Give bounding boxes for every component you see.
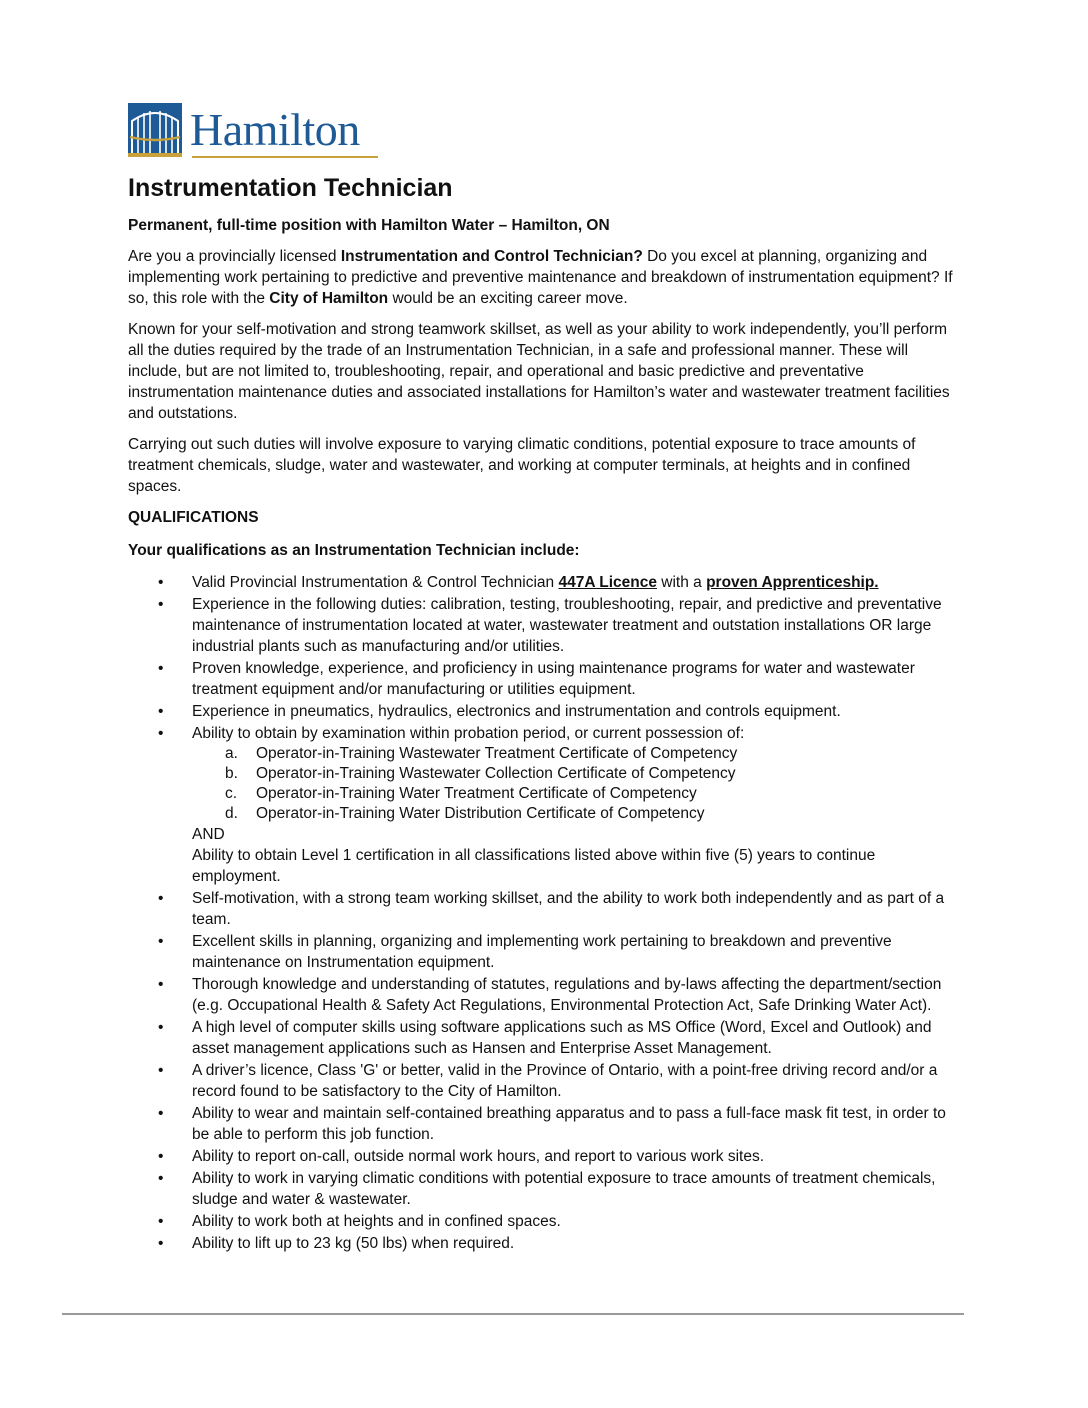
bridge-logo-icon (128, 103, 182, 157)
logo-underline (192, 156, 378, 158)
list-item (128, 572, 964, 593)
item-text: Ability to obtain by examination within probation period, or current possession of: (192, 725, 745, 742)
qualifications-subheading: Your qualifications as an Instrumentation Technician include: (128, 542, 580, 559)
item-text: Ability to report on-call, outside normal work hours, and report to various work sites. (192, 1148, 765, 1165)
logo-wordmark: Hamilton (190, 104, 360, 155)
qualifications-heading: QUALIFICATIONS (128, 509, 259, 526)
item-text: Experience in the following duties: calibration, testing, troubleshooting, repair, and predictive and preventative maintenance of instrumentation located at water, wastewater treatment and outstation installations OR large industrial plants such as manufacturing and/or utilities. (192, 596, 942, 655)
bullet-icon: • (158, 660, 164, 677)
bullet-icon: • (158, 703, 164, 720)
bullet-icon: • (158, 1170, 164, 1187)
list-item (128, 1168, 964, 1210)
item-text: A driver’s licence, Class 'G' or better, valid in the Province of Ontario, with a point-free driving record and/or a record found to be satisfactory to the City of Hamilton. (192, 1062, 938, 1100)
list-item (128, 974, 964, 1016)
footer-divider (62, 1313, 964, 1315)
list-item (128, 1060, 964, 1102)
list-item (128, 1017, 964, 1059)
intro-paragraph-3: Carrying out such duties will involve exposure to varying climatic conditions, potential exposure to trace amounts of treatment chemicals, sludge, water and wastewater, and working at computer terminals, at heights and in confined spaces. (128, 436, 916, 495)
sublist-text: Operator-in-Training Water Treatment Certificate of Competency (256, 785, 697, 802)
bullet-icon: • (158, 976, 164, 993)
bullet-icon: • (158, 1148, 164, 1165)
intro-paragraph-2: Known for your self-motivation and strong teamwork skillset, as well as your ability to work independently, you’ll perform all the duties required by the trade of an Instrumentation Technician, in a safe and professional manner. These will include, but are not limited to, troubleshooting, repair, and operational and basic predictive and preventative instrumentation maintenance duties and associated installations for Hamilton’s water and wastewater treatment facilities and outstations. (128, 321, 950, 422)
and-connector: AND (192, 826, 225, 843)
sublist-text: Operator-in-Training Wastewater Treatment Certificate of Competency (256, 745, 738, 762)
position-subtitle: Permanent, full-time position with Hamilton Water – Hamilton, ON (128, 217, 610, 234)
page-title: Instrumentation Technician (128, 174, 453, 202)
sublist-letter: c. (225, 785, 238, 802)
sublist-letter: a. (225, 745, 238, 762)
sublist-letter: b. (225, 765, 238, 782)
bullet-icon: • (158, 1062, 164, 1079)
item-text: Ability to lift up to 23 kg (50 lbs) when required. (192, 1235, 515, 1252)
sublist-item (192, 784, 964, 804)
sublist-item (192, 764, 964, 784)
sublist-item (192, 744, 964, 764)
item-text: Self-motivation, with a strong team working skillset, and the ability to work both independently and as part of a team. (192, 890, 945, 928)
intro-p1-bold-b: City of Hamilton (269, 290, 389, 307)
item-text: Proven knowledge, experience, and proficiency in using maintenance programs for water and wastewater treatment equipment and/or manufacturing or utilities equipment. (192, 660, 915, 698)
sublist-letter: d. (225, 805, 238, 822)
intro-p1-text-a: Are you a provincially licensed (128, 248, 341, 265)
list-item (128, 1103, 964, 1145)
item-text: Valid Provincial Instrumentation & Control Technician (192, 574, 559, 591)
list-item (128, 1211, 964, 1232)
list-item (128, 888, 964, 930)
licence-link[interactable]: 447A Licence (558, 574, 657, 591)
list-item (128, 594, 964, 657)
sublist-text: Operator-in-Training Wastewater Collection Certificate of Competency (256, 765, 736, 782)
list-item (128, 658, 964, 700)
bullet-icon: • (158, 596, 164, 613)
list-item (128, 723, 964, 887)
bullet-icon: • (158, 725, 164, 742)
list-item (128, 1233, 964, 1254)
certificate-sublist (192, 744, 964, 824)
intro-paragraph-1 (128, 246, 964, 309)
bullet-icon: • (158, 1213, 164, 1230)
bullet-icon: • (158, 1019, 164, 1036)
item-text: Ability to obtain Level 1 certification in all classifications listed above within five (5) years to continue employment. (192, 847, 876, 885)
bullet-icon: • (158, 933, 164, 950)
job-posting (128, 172, 964, 1255)
intro-p1-text-b: Do you excel at planning, organizing and implementing work pertaining to predictive and preventive maintenance and breakdown of instrumentation equipment? If so, this role with the (128, 248, 953, 307)
item-text: Experience in pneumatics, hydraulics, electronics and instrumentation and controls equipment. (192, 703, 841, 720)
item-text: Excellent skills in planning, organizing and implementing work pertaining to breakdown and preventive maintenance on Instrumentation equipment. (192, 933, 892, 971)
bullet-icon: • (158, 890, 164, 907)
intro-p1-text-c: would be an exciting career move. (388, 290, 628, 307)
item-text: Ability to wear and maintain self-contained breathing apparatus and to pass a full-face mask fit test, in order to be able to perform this job function. (192, 1105, 946, 1143)
hamilton-logo (128, 103, 378, 161)
list-item (128, 701, 964, 722)
qualifications-list (128, 572, 964, 1254)
sublist-item (192, 804, 964, 824)
intro-p1-bold-a: Instrumentation and Control Technician? (340, 248, 643, 265)
item-text: Ability to work both at heights and in confined spaces. (192, 1213, 561, 1230)
item-text: with a (656, 574, 707, 591)
list-item (128, 1146, 964, 1167)
bullet-icon: • (158, 574, 164, 591)
item-text: Thorough knowledge and understanding of statutes, regulations and by-laws affecting the department/section (e.g. Occupational Health & Safety Act Regulations, Environmental Protection Act, Safe Drinking Water Act). (192, 976, 942, 1014)
apprenticeship-link[interactable]: proven Apprenticeship. (706, 574, 879, 591)
item-text: A high level of computer skills using software applications such as MS Office (Word, Excel and Outlook) and asset management applications such as Hansen and Enterprise Asset Management. (192, 1019, 932, 1057)
item-text: Ability to work in varying climatic conditions with potential exposure to trace amounts of treatment chemicals, sludge and water & wastewater. (192, 1170, 936, 1208)
bullet-icon: • (158, 1105, 164, 1122)
sublist-text: Operator-in-Training Water Distribution Certificate of Competency (256, 805, 705, 822)
bullet-icon: • (158, 1235, 164, 1252)
list-item (128, 931, 964, 973)
